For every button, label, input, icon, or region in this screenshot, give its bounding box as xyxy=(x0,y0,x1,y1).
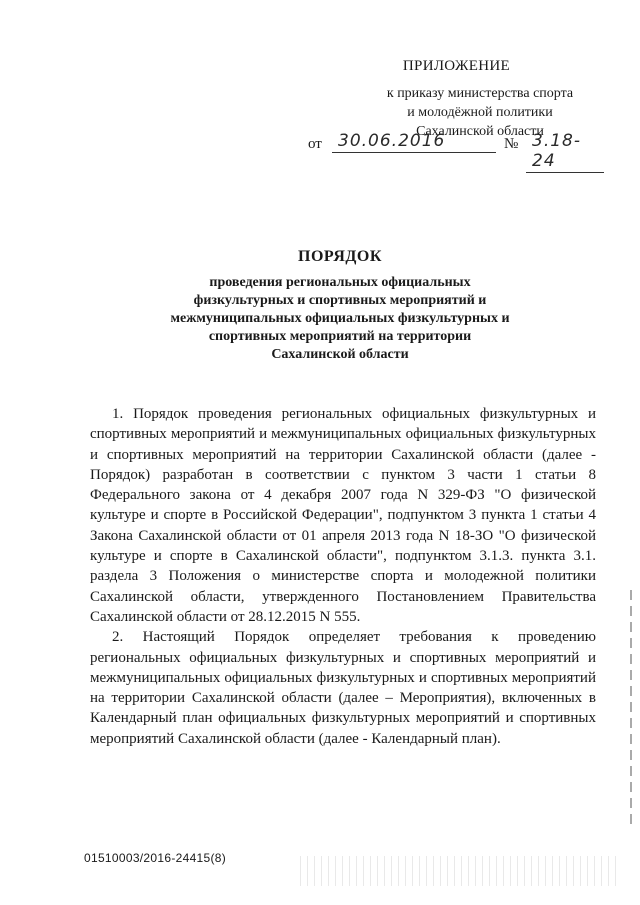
document-registration-code: 01510003/2016-24415(8) xyxy=(84,851,227,865)
scan-artifact-noise xyxy=(300,856,620,886)
appendix-line-order: к приказу министерства спорта xyxy=(386,86,574,101)
subtitle-line: Сахалинской области xyxy=(271,347,409,362)
paragraph-2: 2. Настоящий Порядок определяет требования к проведению региональных официальных физкультурных и спортивных мероприятий и межмуниципальных официальных физкультурных и спортивных мероприятий на территории Сахалинской области (далее – Мероприятия), включенных в Календарный план официальных физкультурных мероприятий и спортивных мероприятий Сахалинской области (далее - Календарный план). xyxy=(90,629,596,747)
paragraph-1: 1. Порядок проведения региональных официальных физкультурных и спортивных мероприятий и межмуниципальных официальных физкультурных и спортивных мероприятий на территории Сахалинской области (далее - Порядок) разработан в соответствии с пунктом 3 части 1 статьи 8 Федерального закона от 4 декабря 2007 года N 329-ФЗ "О физической культуре и спорте в Российской Федерации", подпунктом 3 пункта 1 статьи 4 Закона Сахалинской области от 01 апреля 2013 года N 18-ЗО "О физической культуре и спорте в Сахалинской области", подпунктом 3.1.3. пункта 3.1. раздела 3 Положения о министерстве спорта и молодежной политики Сахалинской области, утвержденного Постановлением Правительства Сахалинской области от 28.12.2015 N 555. xyxy=(90,406,596,625)
number-label: № xyxy=(504,136,519,152)
order-number-handwritten: 3.18-24 xyxy=(526,131,604,173)
subtitle-line: проведения региональных официальных xyxy=(209,275,471,290)
appendix-line-ministry: и молодёжной политики xyxy=(407,105,553,120)
appendix-block xyxy=(300,58,620,141)
subtitle-line: межмуниципальных официальных физкультурных и xyxy=(170,311,510,326)
scan-artifact-edge xyxy=(630,590,632,830)
document-body xyxy=(90,404,596,749)
document-subtitle xyxy=(120,274,560,364)
appendix-line-region: Сахалинской области xyxy=(416,124,544,139)
appendix-header: ПРИЛОЖЕНИЕ xyxy=(402,58,510,74)
document-title: ПОРЯДОК xyxy=(298,248,382,265)
subtitle-line: спортивных мероприятий на территории xyxy=(208,329,472,344)
date-label: от xyxy=(308,136,322,152)
subtitle-line: физкультурных и спортивных мероприятий и xyxy=(193,293,487,308)
order-date-handwritten: 30.06.2016 xyxy=(332,131,496,153)
